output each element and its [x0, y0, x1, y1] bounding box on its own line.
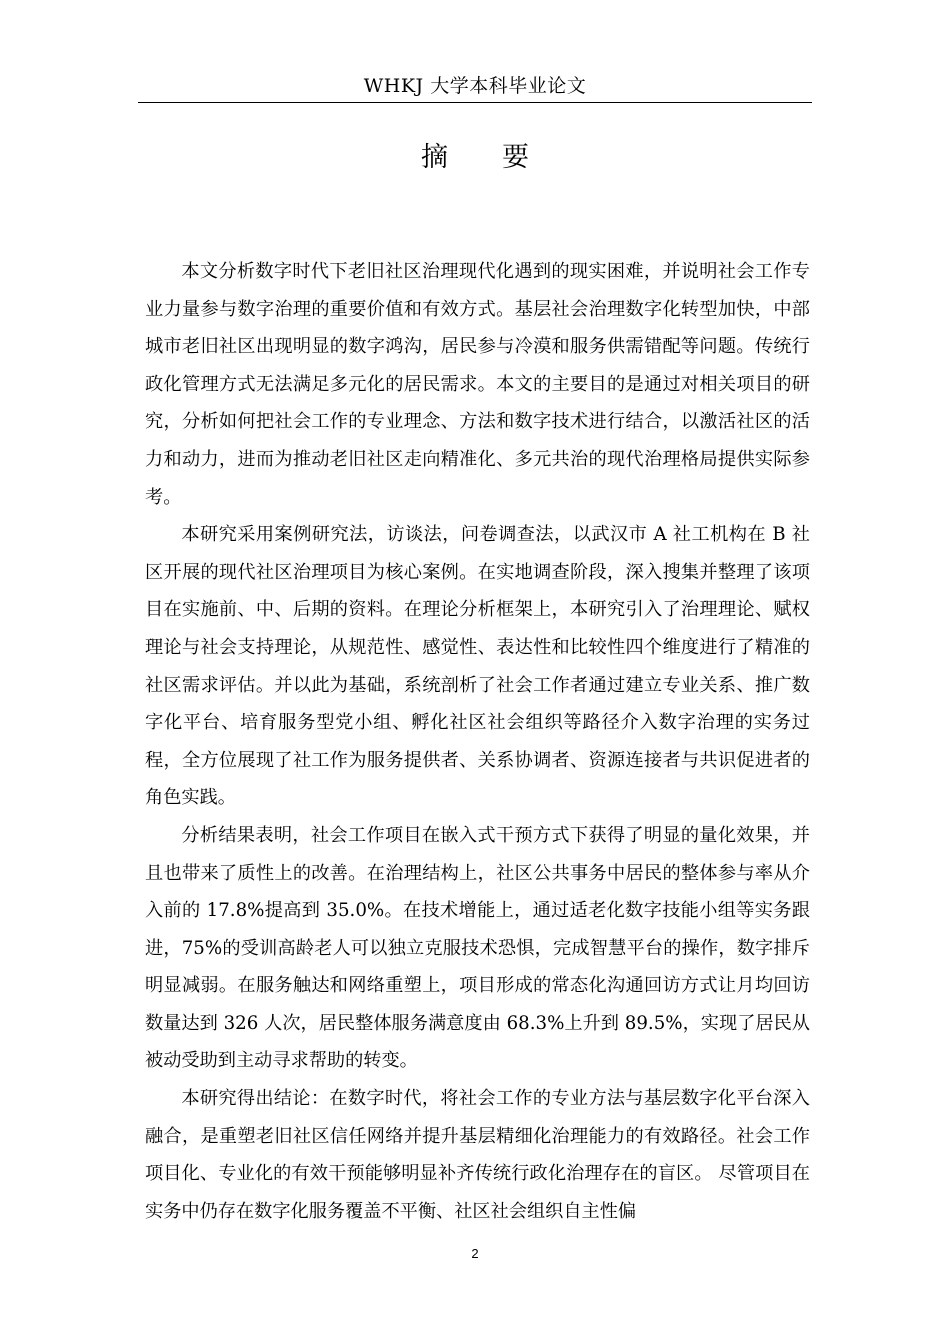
page-title: 摘要 [421, 142, 583, 173]
page-number: 2 [471, 1246, 479, 1261]
abstract-paragraph: 分析结果表明，社会工作项目在嵌入式干预方式下获得了明显的量化效果，并且也带来了质性上的改善。在治理结构上，社区公共事务中居民的整体参与率从介入前的 17.8%提高到 35.0%。在技术增能上，通过适老化数字技能小组等实务跟进，75%的受训高龄老人可以独立克服技术恐惧，完成智慧平台的操作，数字排斥明显减弱。在服务触达和网络重塑上，项目形成的常态化沟通回访方式让月均回访数量达到 326 人次，居民整体服务满意度由 68.3%上升到 89.5%，实现了居民从被动受助到主动寻求帮助的转变。 [145, 824, 810, 1072]
running-header [138, 70, 812, 103]
header-title: WHKJ 大学本科毕业论文 [363, 75, 587, 97]
abstract-paragraph: 本研究得出结论：在数字时代，将社会工作的专业方法与基层数字化平台深入融合，是重塑老旧社区信任网络并提升基层精细化治理能力的有效路径。社会工作项目化、专业化的有效干预能够明显补齐传统行政化治理存在的盲区。 尽管项目在实务中仍存在数字化服务覆盖不平衡、社区社会组织自主性偏 [145, 1088, 810, 1222]
abstract-paragraph: 本文分析数字时代下老旧社区治理现代化遇到的现实困难，并说明社会工作专业力量参与数字治理的重要价值和有效方式。基层社会治理数字化转型加快，中部城市老旧社区出现明显的数字鸿沟，居民参与冷漠和服务供需错配等问题。传统行政化管理方式无法满足多元化的居民需求。本文的主要目的是通过对相关项目的研究，分析如何把社会工作的专业理念、方法和数字技术进行结合，以激活社区的活力和动力，进而为推动老旧社区走向精准化、多元共治的现代治理格局提供实际参考。 [145, 261, 810, 508]
abstract-body [145, 253, 810, 1230]
abstract-paragraph: 本研究采用案例研究法，访谈法，问卷调查法，以武汉市 A 社工机构在 B 社区开展的现代社区治理项目为核心案例。在实地调查阶段，深入搜集并整理了该项目在实施前、中、后期的资料。在理论分析框架上，本研究引入了治理理论、赋权理论与社会支持理论，从规范性、感觉性、表达性和比较性四个维度进行了精准的社区需求评估。并以此为基础，系统剖析了社会工作者通过建立专业关系、推广数字化平台、培育服务型党小组、孵化社区社会组织等路径介入数字治理的实务过程，全方位展现了社工作为服务提供者、关系协调者、资源连接者与共识促进者的角色实践。 [145, 524, 810, 809]
